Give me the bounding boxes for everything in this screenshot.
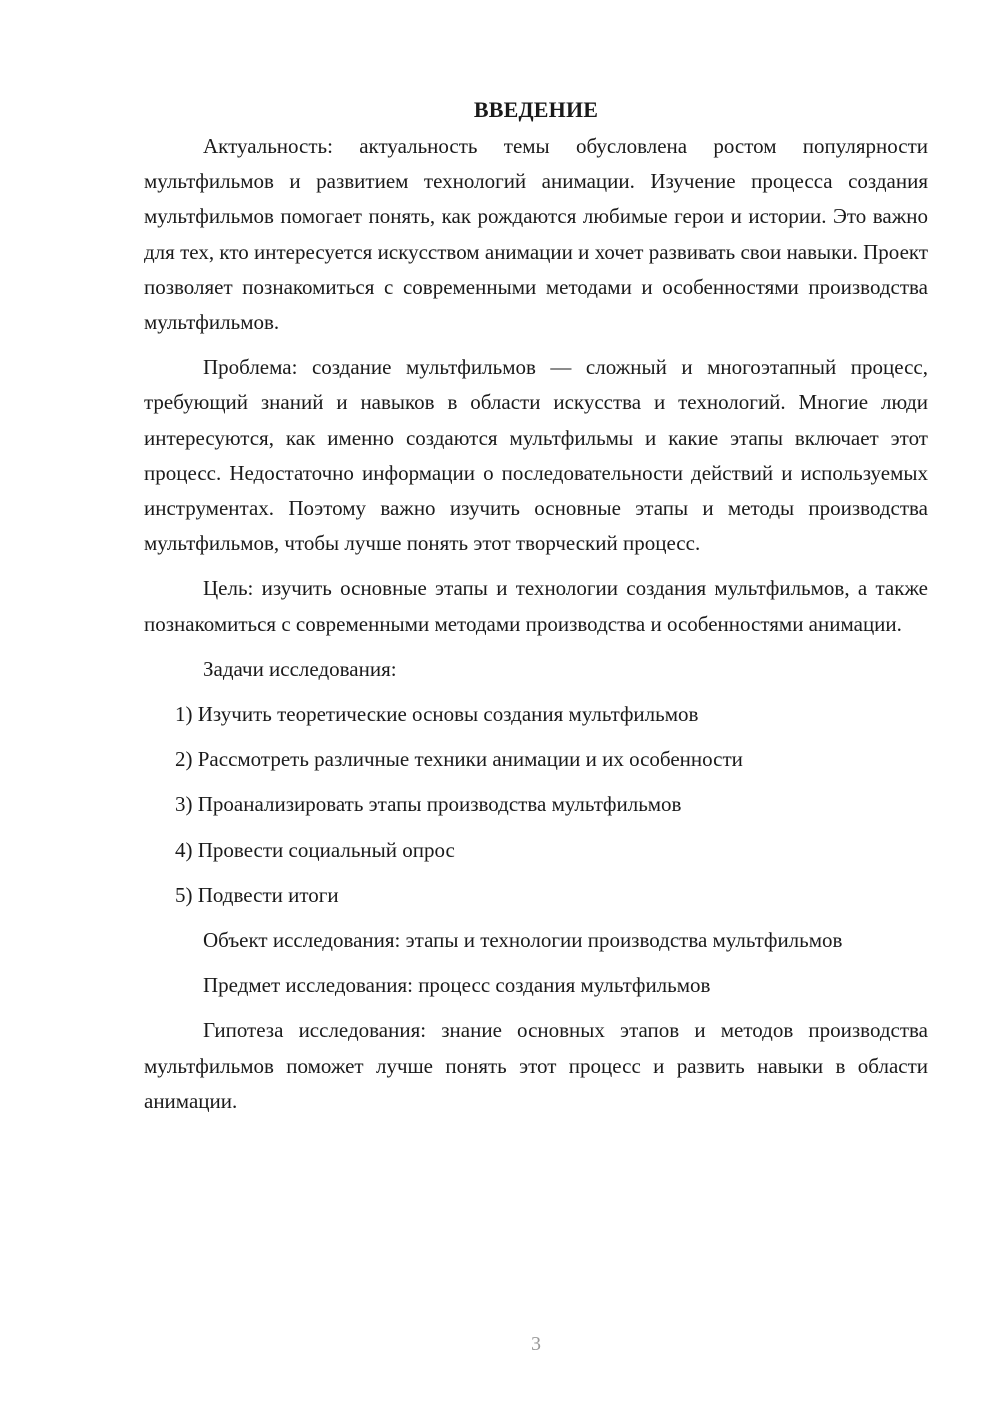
- list-item: 1) Изучить теоретические основы создания мультфильмов: [175, 702, 699, 727]
- list-item: 3) Проанализировать этапы производства мультфильмов: [175, 792, 682, 817]
- relevance-paragraph: Актуальность: актуальность темы обусловлена ростом популярности мультфильмов и развитием технологий анимации. Изучение процесса создания мультфильмов помогает понять, как рождаются любимые герои и истории. Это важно для тех, кто интересуется искусством анимации и хочет развивать свои навыки. Проект позволяет познакомиться с современными методами и особенностями производства мультфильмов.: [144, 134, 928, 335]
- document-page: [144, 94, 928, 1129]
- list-item: 5) Подвести итоги: [175, 882, 339, 907]
- page-title: ВВЕДЕНИЕ: [473, 97, 599, 122]
- list-item: 2) Рассмотреть различные техники анимации и их особенности: [175, 747, 743, 772]
- goal-paragraph: Цель: изучить основные этапы и технологии создания мультфильмов, а также познакомиться с современными методами производства и особенностями анимации.: [144, 576, 928, 636]
- list-item: 4) Провести социальный опрос: [175, 837, 455, 862]
- tasks-list: [144, 697, 928, 913]
- problem-paragraph: Проблема: создание мультфильмов — сложный и многоэтапный процесс, требующий знаний и навыков в области искусства и технологий. Многие люди интересуются, как именно создаются мультфильмы и какие этапы включает этот процесс. Недостаточно информации о последовательности действий и используемых инструментах. Поэтому важно изучить основные этапы и методы производства мультфильмов, чтобы лучше понять этот творческий процесс.: [144, 355, 928, 556]
- object-paragraph: Объект исследования: этапы и технологии производства мультфильмов: [203, 928, 843, 953]
- subject-paragraph: Предмет исследования: процесс создания мультфильмов: [203, 973, 711, 998]
- page-number: 3: [531, 1333, 541, 1355]
- tasks-heading: Задачи исследования:: [203, 656, 397, 681]
- hypothesis-paragraph: Гипотеза исследования: знание основных этапов и методов производства мультфильмов поможет лучше понять этот процесс и развить навыки в области анимации.: [144, 1018, 928, 1113]
